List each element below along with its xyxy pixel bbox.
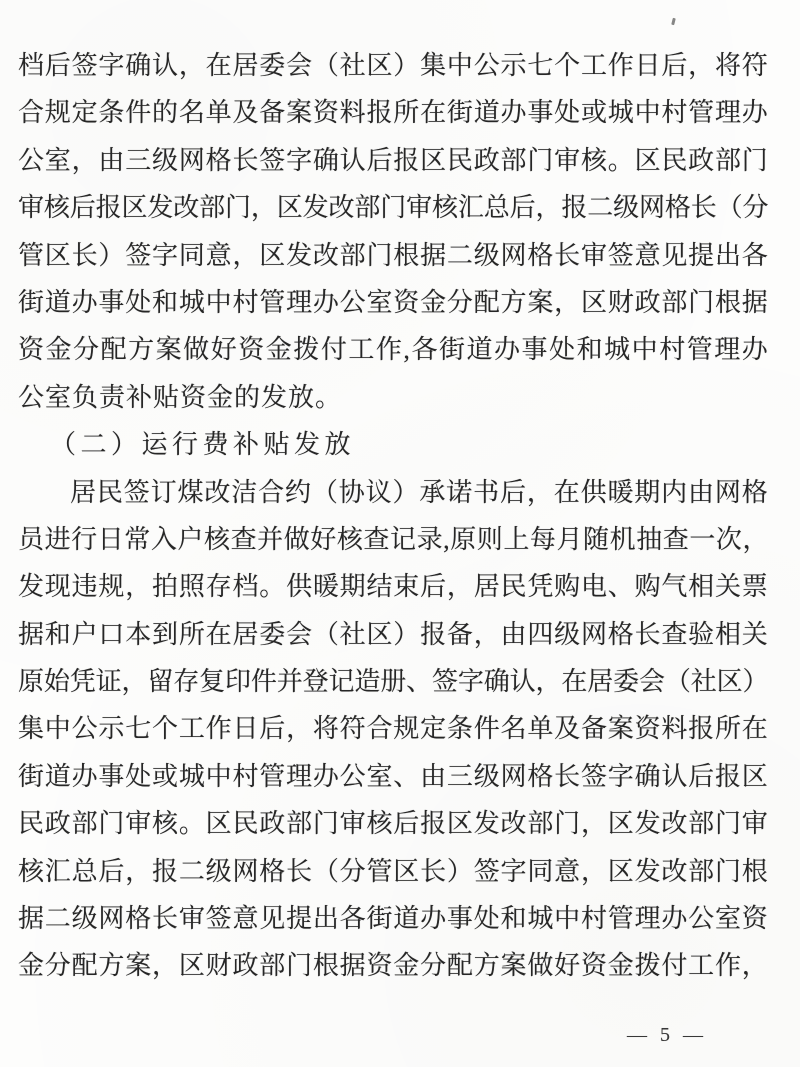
scan-artifact — [671, 18, 676, 26]
text-line: 档后签字确认，在居委会（社区）集中公示七个工作日后，将符 — [18, 51, 768, 80]
text-line: 审核后报区发改部门，区发改部门审核汇总后，报二级网格长（分 — [18, 193, 768, 223]
text-line: 核汇总后，报二级网格长（分管区长）签字同意，区发改部门根 — [18, 856, 768, 886]
text-line: 公室负责补贴资金的发放。 — [18, 382, 343, 412]
section-heading: （二）运行费补贴发放 — [50, 430, 356, 460]
text-line: 街道办事处和城中村管理办公室资金分配方案，区财政部门根据 — [18, 287, 768, 317]
text-line: 金分配方案，区财政部门根据资金分配方案做好资金拨付工作， — [18, 951, 768, 981]
text-line: 据和户口本到所在居委会（社区）报备，由四级网格长查验相关 — [18, 619, 768, 649]
heading-operating-fee-subsidy — [18, 421, 768, 468]
text-line: 据二级网格长审签意见提出各街道办事处和城中村管理办公室资 — [18, 904, 768, 934]
text-line: 合规定条件的名单及备案资料报所在街道办事处或城中村管理办 — [18, 98, 768, 128]
paragraph-subsidy-allocation — [18, 42, 768, 421]
text-line: 公室，由三级网格长签字确认后报区民政部门审核。区民政部门 — [18, 145, 768, 175]
text-line: 资金分配方案做好资金拨付工作,各街道办事处和城中村管理办 — [18, 335, 768, 365]
paragraph-operating-fee-subsidy — [18, 469, 768, 990]
text-line: 员进行日常入户核查并做好核查记录,原则上每月随机抽查一次， — [18, 524, 768, 554]
page-number: — 5 — — [627, 1024, 707, 1046]
text-line: 集中公示七个工作日后，将符合规定条件名单及备案资料报所在 — [18, 714, 768, 744]
text-line: 街道办事处或城中村管理办公室、由三级网格长签字确认后报区 — [18, 761, 768, 791]
text-line: 发现违规，拍照存档。供暖期结束后，居民凭购电、购气相关票 — [18, 572, 768, 602]
body-text — [18, 42, 768, 990]
text-line: 民政部门审核。区民政部门审核后报区发改部门，区发改部门审 — [18, 809, 768, 839]
text-line: 管区长）签字同意，区发改部门根据二级网格长审签意见提出各 — [18, 240, 768, 270]
text-line: 原始凭证，留存复印件并登记造册、签字确认，在居委会（社区） — [18, 667, 768, 697]
text-line: 居民签订煤改洁合约（协议）承诺书后，在供暖期内由网格 — [70, 477, 768, 507]
